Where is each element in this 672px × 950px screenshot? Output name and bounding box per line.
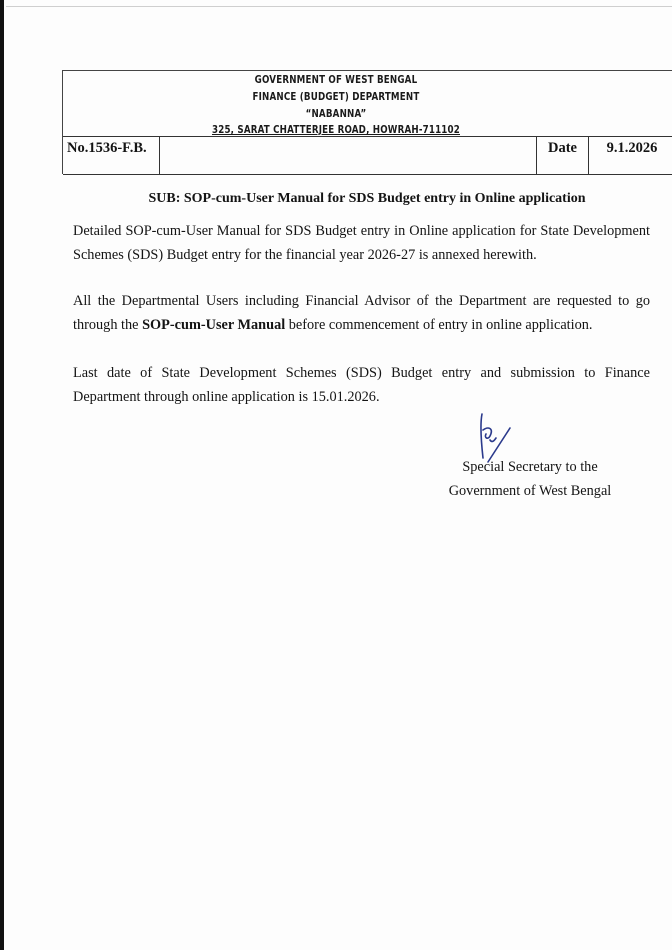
paragraph-instruction-text-1: All the Departmental Users including Financial Advisor of the Department are requested to go through the — [73, 293, 650, 333]
paragraph-instruction-text-2: before commencement of entry in online application. — [285, 317, 593, 333]
address: 325, SARAT CHATTERJEE ROAD, HOWRAH-711102 — [211, 124, 460, 136]
blank-cell — [159, 137, 536, 174]
letterhead — [63, 71, 672, 137]
signatory-government: Government of West Bengal — [448, 483, 612, 499]
subject-line: SUB: SOP-cum-User Manual for SDS Budget entry in Online application — [148, 191, 586, 206]
signatory-block — [430, 455, 630, 503]
manual-name-emphasis: SOP-cum-User Manual — [142, 317, 286, 333]
paragraph-instruction — [73, 289, 650, 337]
memo-number: No.1536-F.B. — [67, 140, 147, 156]
reference-row — [63, 137, 672, 175]
building-name: “NABANNA” — [305, 108, 367, 120]
signatory-title: Special Secretary to the — [462, 459, 598, 475]
scan-top-rule — [6, 6, 672, 7]
government-name: GOVERNMENT OF WEST BENGAL — [254, 74, 418, 86]
letterhead-table — [62, 70, 672, 174]
date-value: 9.1.2026 — [588, 137, 672, 174]
date-label: Date — [536, 137, 588, 174]
scan-left-edge — [0, 0, 4, 950]
department-name: FINANCE (BUDGET) DEPARTMENT — [252, 91, 420, 103]
paragraph-annexure: Detailed SOP-cum-User Manual for SDS Budget entry in Online application for State Development Schemes (SDS) Budget entry for the financial year 2026-27 is annexed herewith. — [73, 223, 650, 263]
paragraph-deadline: Last date of State Development Schemes (SDS) Budget entry and submission to Finance Department through online application is 15.01.2026. — [73, 365, 650, 405]
